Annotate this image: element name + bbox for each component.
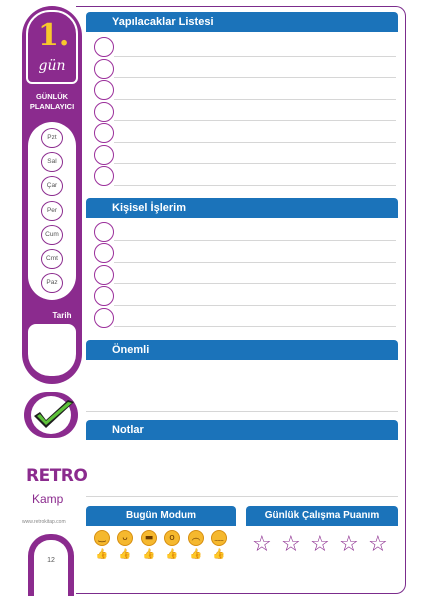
notes-section-header: Notlar bbox=[86, 420, 398, 440]
personal-checkbox[interactable] bbox=[94, 286, 114, 306]
star-icon[interactable]: ☆ bbox=[310, 532, 330, 557]
personal-line[interactable] bbox=[114, 305, 396, 306]
day-number: 1. bbox=[38, 18, 70, 53]
thumb-up-icon: 👍 bbox=[142, 549, 156, 560]
weekday-thu[interactable]: Per bbox=[41, 201, 63, 221]
notes-area-bottom[interactable] bbox=[86, 496, 398, 497]
todo-checkbox[interactable] bbox=[94, 102, 114, 122]
date-field[interactable] bbox=[28, 324, 76, 376]
todo-checkbox[interactable] bbox=[94, 59, 114, 79]
todo-line[interactable] bbox=[114, 142, 396, 143]
star-icon[interactable]: ☆ bbox=[339, 532, 359, 557]
todo-checkbox[interactable] bbox=[94, 37, 114, 57]
surprised-emoji-icon[interactable]: o bbox=[164, 530, 180, 546]
personal-checkbox[interactable] bbox=[94, 243, 114, 263]
weekday-mon[interactable]: Pzt bbox=[41, 128, 63, 148]
todo-line[interactable] bbox=[114, 163, 396, 164]
silly-emoji-icon[interactable]: ᴗ bbox=[117, 530, 133, 546]
todo-checkbox[interactable] bbox=[94, 145, 114, 165]
date-label: Tarih bbox=[52, 311, 72, 320]
planner-title-line1: GÜNLÜK bbox=[35, 92, 69, 101]
planner-title-line2: PLANLAYICI bbox=[29, 102, 75, 111]
personal-line[interactable] bbox=[114, 262, 396, 263]
smile-emoji-icon[interactable]: ‿ bbox=[94, 530, 110, 546]
page-number-tab-inner bbox=[34, 540, 68, 596]
personal-line[interactable] bbox=[114, 240, 396, 241]
important-section-header: Önemli bbox=[86, 340, 398, 360]
personal-checkbox[interactable] bbox=[94, 265, 114, 285]
todo-checkbox[interactable] bbox=[94, 123, 114, 143]
personal-checkbox[interactable] bbox=[94, 308, 114, 328]
todo-line[interactable] bbox=[114, 77, 396, 78]
checkmark-icon bbox=[28, 394, 80, 438]
personal-line[interactable] bbox=[114, 326, 396, 327]
todo-checkbox[interactable] bbox=[94, 80, 114, 100]
brand-logo-retro: RETRO bbox=[26, 466, 88, 486]
todo-section-header: Yapılacaklar Listesi bbox=[86, 12, 398, 32]
page-number: 12 bbox=[47, 557, 55, 564]
star-icon[interactable]: ☆ bbox=[281, 532, 301, 557]
thumb-up-icon: 👍 bbox=[118, 549, 132, 560]
thumb-up-icon: 👍 bbox=[189, 549, 203, 560]
crying-emoji-icon[interactable]: ﹏ bbox=[211, 530, 227, 546]
thumb-up-icon: 👍 bbox=[212, 549, 226, 560]
angry-emoji-icon[interactable]: ︵ bbox=[188, 530, 204, 546]
weekday-fri[interactable]: Cum bbox=[41, 225, 63, 245]
weekday-sat[interactable]: Cmt bbox=[41, 249, 63, 269]
mood-section-header: Bugün Modum bbox=[86, 506, 236, 526]
thumb-up-icon: 👍 bbox=[95, 549, 109, 560]
personal-section-header: Kişisel İşlerim bbox=[86, 198, 398, 218]
personal-checkbox[interactable] bbox=[94, 222, 114, 242]
planner-title bbox=[24, 92, 80, 112]
star-icon[interactable]: ☆ bbox=[368, 532, 388, 557]
thumb-up-icon: 👍 bbox=[165, 549, 179, 560]
weekday-sun[interactable]: Paz bbox=[41, 273, 63, 293]
score-section-header: Günlük Çalışma Puanım bbox=[246, 506, 398, 526]
weekday-tue[interactable]: Sal bbox=[41, 152, 63, 172]
todo-line[interactable] bbox=[114, 56, 396, 57]
important-area-bottom[interactable] bbox=[86, 411, 398, 412]
todo-line[interactable] bbox=[114, 120, 396, 121]
day-word: gün bbox=[38, 58, 66, 74]
star-icon[interactable]: ☆ bbox=[252, 532, 272, 557]
personal-line[interactable] bbox=[114, 283, 396, 284]
weekday-wed[interactable]: Çar bbox=[41, 176, 63, 196]
todo-checkbox[interactable] bbox=[94, 166, 114, 186]
brand-logo-kamp: Kamp bbox=[32, 492, 64, 506]
website-url: www.retrokitap.com bbox=[22, 519, 66, 525]
todo-line[interactable] bbox=[114, 99, 396, 100]
grimace-emoji-icon[interactable]: ▬ bbox=[141, 530, 157, 546]
todo-line[interactable] bbox=[114, 185, 396, 186]
